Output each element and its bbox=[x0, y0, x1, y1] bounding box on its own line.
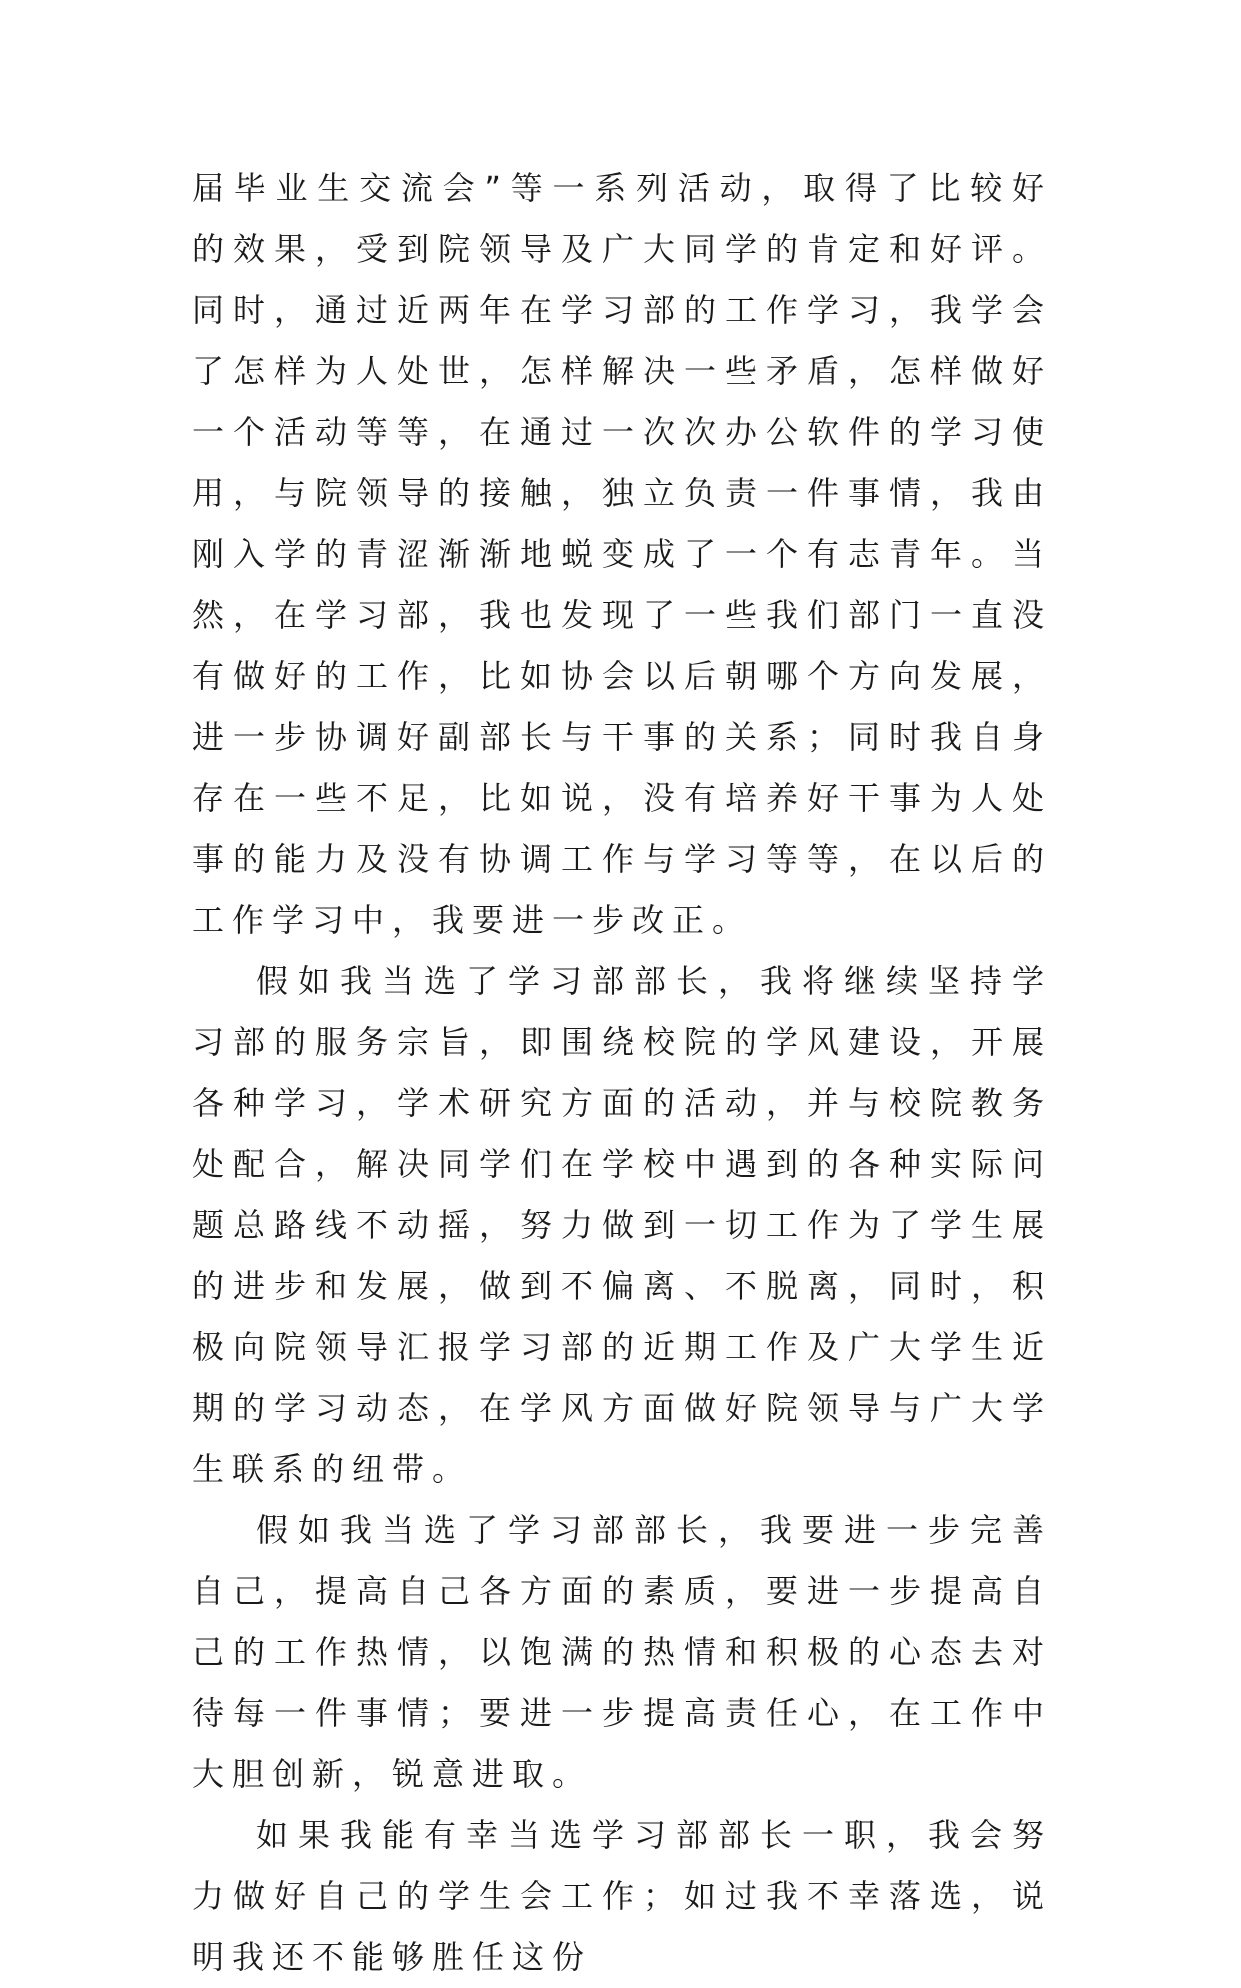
paragraph-4: 如果我能有幸当选学习部部长一职，我会努力做好自己的学生会工作；如过我不幸落选，说明我还不能够胜任这份 bbox=[192, 1816, 1052, 1976]
paragraph-1: 届毕业生交流会”等一系列活动，取得了比较好的效果，受到院领导及广大同学的肯定和好评。同时，通过近两年在学习部的工作学习，我学会了怎样为人处世，怎样解决一些矛盾，怎样做好一个活动等等，在通过一次次办公软件的学习使用，与院领导的接触，独立负责一件事情，我由刚入学的青涩渐渐地蜕变成了一个有志青年。当然，在学习部，我也发现了一些我们部门一直没有做好的工作，比如协会以后朝哪个方向发展，进一步协调好副部长与干事的关系；同时我自身存在一些不足，比如说，没有培养好干事为人处事的能力及没有协调工作与学习等等，在以后的工作学习中，我要进一步改正。 bbox=[192, 169, 1052, 939]
paragraph-2: 假如我当选了学习部部长，我将继续坚持学习部的服务宗旨，即围绕校院的学风建设，开展各种学习，学术研究方面的活动，并与校院教务处配合，解决同学们在学校中遇到的各种实际问题总路线不动摇，努力做到一切工作为了学生展的进步和发展，做到不偏离、不脱离，同时，积极向院领导汇报学习部的近期工作及广大学生近期的学习动态，在学风方面做好院领导与广大学生联系的纽带。 bbox=[192, 962, 1052, 1488]
paragraph-3: 假如我当选了学习部部长，我要进一步完善自己，提高自己各方面的素质，要进一步提高自己的工作热情，以饱满的热情和积极的心态去对待每一件事情；要进一步提高责任心，在工作中大胆创新，锐意进取。 bbox=[192, 1511, 1052, 1793]
document-body bbox=[192, 158, 1052, 1988]
